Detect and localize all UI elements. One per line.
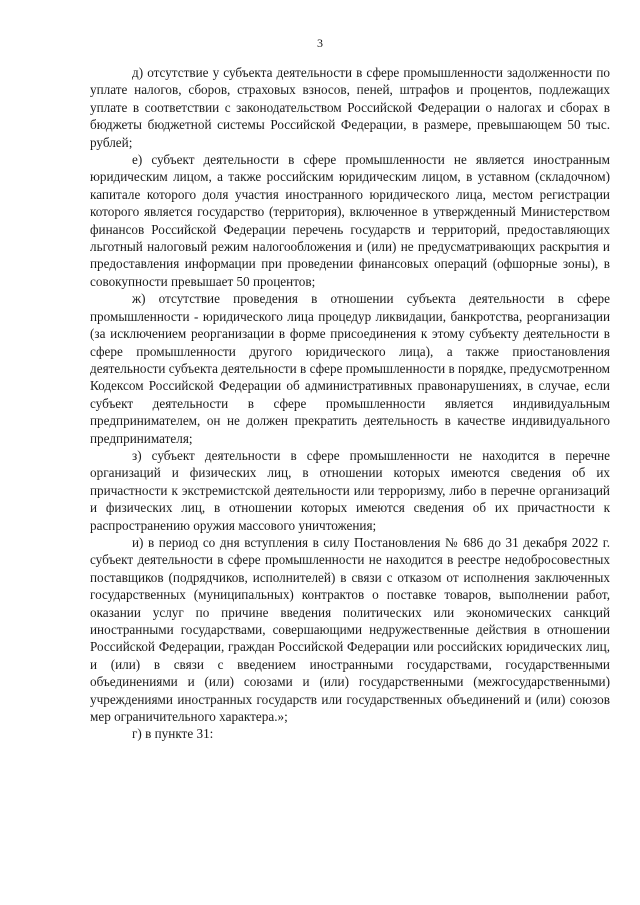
paragraph-i: и) в период со дня вступления в силу Постановления № 686 до 31 декабря 2022 г. субъект деятельности в сфере промышленности не находится в реестре недобросовестных поставщиков (подрядчиков, исполнителей) в связи с отказом от исполнения заключенных государственных (муниципальных) контрактов о поставке товаров, выполнении работ, оказании услуг по причине введения политических или экономических санкций иностранными государствами, совершающими недружественные действия в отношении Российской Федерации, граждан Российской Федерации или российских юридических лиц, и (или) в связи с введением иностранными государствами, государственными объединениями и (или) союзами и (или) государственными (межгосударственными) учреждениями иностранных государств или государственных объединений и (или) союзов мер ограничительного характера.»; bbox=[90, 534, 610, 725]
paragraph-z: з) субъект деятельности в сфере промышленности не находится в перечне организаций и физических лиц, в отношении которых имеются сведения об их причастности к экстремистской деятельности или терроризму, либо в перечне организаций и физических лиц, в отношении которых имеются сведения об их причастности к распространению оружия массового уничтожения; bbox=[90, 447, 610, 533]
paragraph-g: г) в пункте 31: bbox=[132, 726, 214, 742]
paragraph-d: д) отсутствие у субъекта деятельности в сфере промышленности задолженности по уплате налогов, сборов, страховых взносов, пеней, штрафов и процентов, подлежащих уплате в соответствии с законодательством Российской Федерации о налогах и сборах в бюджеты бюджетной системы Российской Федерации, в размере, превышающем 50 тыс. рублей; bbox=[90, 65, 610, 150]
paragraph-e: е) субъект деятельности в сфере промышленности не является иностранным юридическим лицом, а также российским юридическим лицом, в уставном (складочном) капитале которого доля участия иностранного юридического лица, местом регистрации которого является государство (территория), включенное в утвержденный Министерством финансов Российской Федерации перечень государств и территорий, предоставляющих льготный налоговый режим налогообложения и (или) не предусматривающих раскрытия и предоставления информации при проведении финансовых операций (офшорные зоны), в совокупности превышает 50 процентов; bbox=[90, 152, 610, 289]
document-body bbox=[90, 64, 610, 743]
page-number: 3 bbox=[317, 36, 323, 50]
paragraph-zh: ж) отсутствие проведения в отношении субъекта деятельности в сфере промышленности - юридического лица процедур ликвидации, банкротства, реорганизации (за исключением реорганизации в форме присоединения к этому субъекту деятельности в сфере промышленности другого юридического лица), а также приостановления деятельности субъекта деятельности в сфере промышленности в порядке, предусмотренном Кодексом Российской Федерации об административных правонарушениях, в случае, если субъект деятельности в сфере промышленности является индивидуальным предпринимателем, он не должен прекратить деятельность в качестве индивидуального предпринимателя; bbox=[90, 291, 611, 446]
